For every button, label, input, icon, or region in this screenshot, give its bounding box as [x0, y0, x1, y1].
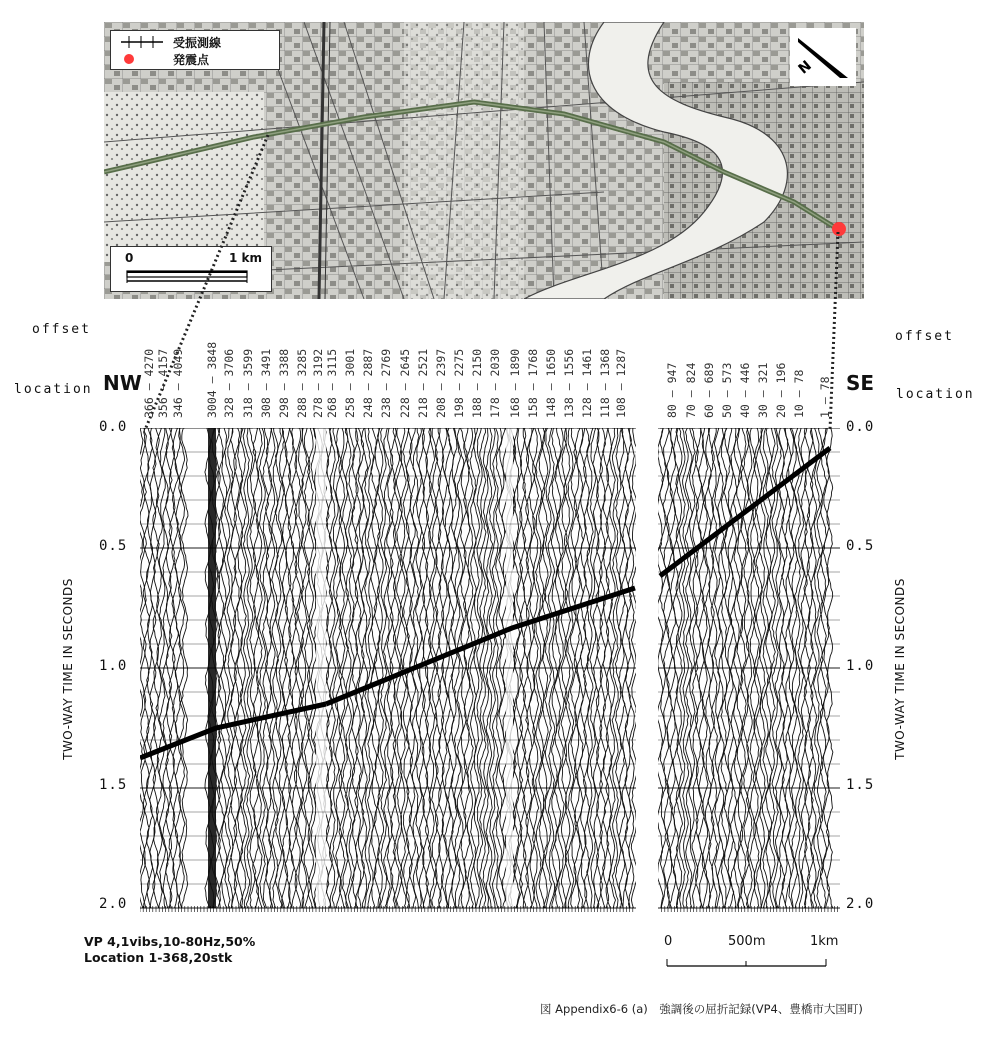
- trace-header-label: 308 — 3491: [259, 348, 273, 418]
- trace-header-label: 248 — 2887: [361, 348, 375, 418]
- location-label-right: location: [896, 387, 975, 402]
- trace-header-label: 108 — 1287: [614, 348, 628, 418]
- trace-header-label: 80 — 947: [665, 362, 679, 418]
- legend-line-label: 受振測線: [173, 35, 222, 50]
- time-tick-label: 1.0: [99, 658, 128, 674]
- trace-header-label: 208 — 2397: [434, 348, 448, 418]
- trace-header-label: 128 — 1461: [580, 348, 594, 418]
- trace-header-label: 158 — 1768: [526, 348, 540, 418]
- seismic-record: [140, 428, 840, 913]
- section-scale-1km: 1km: [810, 934, 839, 949]
- section-scale-bar: [664, 956, 834, 970]
- trace-header-label: 346 — 4049: [171, 348, 185, 418]
- axis-title-left: TWO-WAY TIME IN SECONDS: [61, 578, 75, 760]
- trace-header-label: 178 — 2030: [488, 348, 502, 418]
- trace-header-label: 1 — 78: [818, 376, 832, 418]
- trace-header-label: 328 — 3706: [222, 348, 236, 418]
- params-line-1: VP 4,1vibs,10-80Hz,50%: [84, 934, 256, 949]
- location-label-left: location: [14, 382, 93, 397]
- section-scale-500m: 500m: [728, 934, 766, 949]
- acquisition-params: [84, 934, 255, 966]
- map-scale-zero: 0: [125, 251, 134, 265]
- time-tick-label: 0.0: [99, 419, 128, 435]
- trace-header-label: 268 — 3115: [325, 348, 339, 418]
- direction-nw: NW: [103, 371, 142, 395]
- trace-header-label: 3004 — 3848: [205, 341, 219, 418]
- trace-header-label: 278 — 3192: [311, 348, 325, 418]
- trace-header-label: 40 — 446: [738, 362, 752, 418]
- figure-caption: 図 Appendix6-6 (a) 強調後の屈折記録(VP4、豊橋市大国町): [540, 1002, 863, 1016]
- time-tick-label: 0.5: [846, 538, 875, 554]
- trace-header-label: 198 — 2275: [452, 348, 466, 418]
- time-tick-label: 1.5: [846, 777, 875, 793]
- time-tick-label: 0.0: [846, 419, 875, 435]
- trace-header-label: 238 — 2769: [379, 348, 393, 418]
- map-scale-km: 1 km: [229, 251, 263, 265]
- axis-title-right: TWO-WAY TIME IN SECONDS: [893, 578, 907, 760]
- trace-header-label: 20 — 196: [774, 362, 788, 418]
- trace-header-label: 318 — 3599: [241, 348, 255, 418]
- trace-header-label: 356 — 4157: [156, 348, 170, 418]
- time-tick-label: 1.5: [99, 777, 128, 793]
- direction-se: SE: [846, 371, 875, 395]
- trace-header-label: 258 — 3001: [343, 348, 357, 418]
- section-scale-0: 0: [664, 934, 673, 949]
- trace-header-label: 50 — 573: [720, 362, 734, 418]
- offset-label-left: offset: [32, 322, 91, 337]
- legend-point-label: 発震点: [173, 52, 210, 67]
- trace-header-label: 288 — 3285: [295, 348, 309, 418]
- trace-header-label: 60 — 689: [702, 362, 716, 418]
- trace-header-label: 218 — 2521: [416, 348, 430, 418]
- time-tick-label: 2.0: [846, 896, 875, 912]
- trace-header-label: 228 — 2645: [398, 348, 412, 418]
- offset-label-right: offset: [895, 329, 954, 344]
- trace-header-label: 366 — 4270: [142, 348, 156, 418]
- params-line-2: Location 1-368,20stk: [84, 950, 233, 965]
- trace-header-label: 168 — 1890: [508, 348, 522, 418]
- trace-header-label: 30 — 321: [756, 362, 770, 418]
- section-scale: [664, 934, 839, 974]
- svg-text:N: N: [795, 57, 815, 78]
- trace-header-label: 118 — 1368: [598, 348, 612, 418]
- trace-header-label: 138 — 1556: [562, 348, 576, 418]
- trace-header-label: 148 — 1650: [544, 348, 558, 418]
- time-tick-label: 0.5: [99, 538, 128, 554]
- trace-header-label: 70 — 824: [684, 362, 698, 418]
- trace-header-label: 188 — 2150: [470, 348, 484, 418]
- time-tick-label: 1.0: [846, 658, 875, 674]
- trace-header-label: 298 — 3388: [277, 348, 291, 418]
- trace-header-label: 10 — 78: [792, 369, 806, 418]
- time-tick-label: 2.0: [99, 896, 128, 912]
